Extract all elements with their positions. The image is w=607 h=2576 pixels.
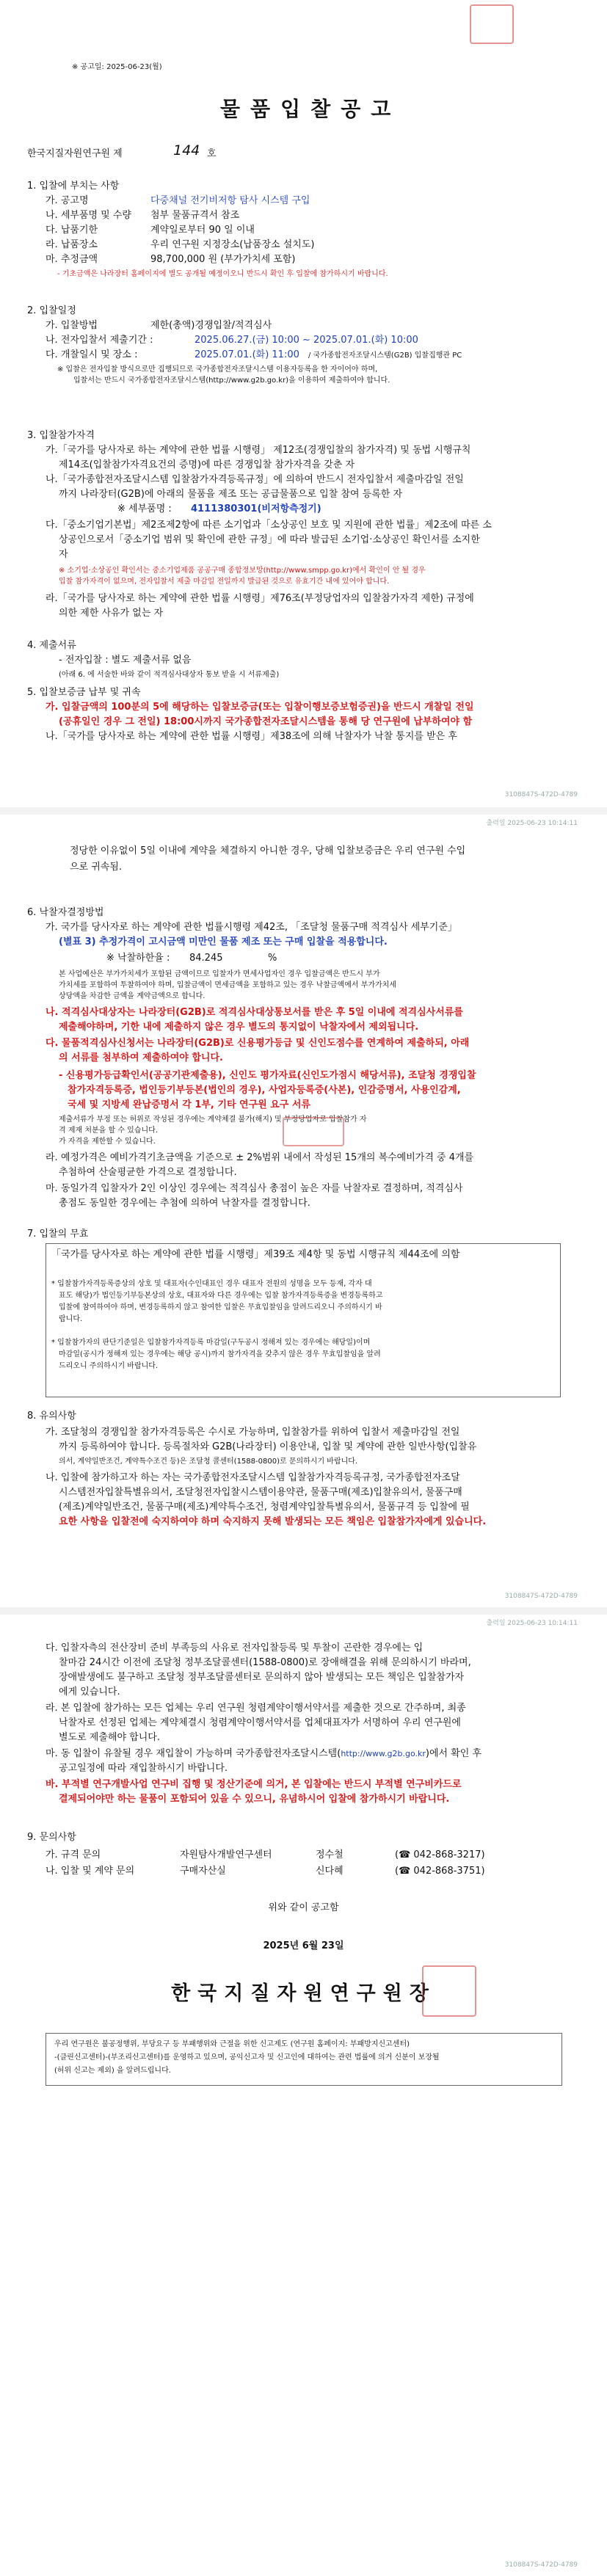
official-seal: [422, 1965, 476, 2017]
s1-a-value: 다중채널 전기비저항 탐사 시스템 구입: [150, 195, 310, 206]
closing-line: 위와 같이 공고함: [268, 1902, 339, 1913]
p2-cont-1: 정당한 이유없이 5일 이내에 계약을 체결하지 아니한 경우, 당해 입찰보증금은 우리 연구원 수입: [70, 845, 466, 856]
notice-number-suffix: 호: [207, 148, 217, 159]
inquiry-2-name: 신다혜: [316, 1866, 344, 1877]
s6-c-line-2: 의 서류를 첨부하여 제출하여야 합니다.: [59, 1052, 223, 1063]
page-2-footer: 3108847S-472D-4789: [504, 1593, 578, 1600]
s3-b-line-2: 까지 나라장터(G2B)에 아래의 물품을 제조 또는 공급물품으로 입찰 참여 등록한 자: [59, 489, 403, 500]
s7-note-5: * 입찰참가자의 판단기준일은 입찰참가자격등록 마감일(구두공시 정해져 있는 경우에는 해당일)이며: [51, 1339, 371, 1347]
s2-b-value: 2025.06.27.(금) 10:00 ~ 2025.07.01.(화) 10:00: [195, 335, 418, 346]
s3-a-line-1: 가.「국가를 당사자로 하는 계약에 관한 법률 시행령」 제12조(경쟁입찰의 참가자격) 및 동법 시행규칙: [46, 445, 471, 456]
s6-c-docs-3: 국세 및 지방세 완납증명서 각 1부, 기타 연구원 요구 서류: [68, 1099, 310, 1110]
s1-c-label: 다. 납품기한: [46, 225, 98, 236]
s8-f-line-2: 결제되어야만 하는 물품이 포함되어 있을 수 있으니, 유념하시어 입찰에 참가하시기 바랍니다.: [59, 1794, 450, 1805]
s8-e-text: 마. 동 입찰이 유찰될 경우 재입찰이 가능하며 국가종합전자조달시스템(: [46, 1748, 341, 1759]
s3-c-note-2: 입찰 참가자격이 없으며, 전자입찰서 제출 마감일 전일까지 발급된 것으로 유효기간 내에 있어야 합니다.: [59, 578, 390, 586]
page-2: [0, 815, 607, 1607]
section-8-heading: 8. 유의사항: [27, 1411, 76, 1422]
s6-e-line-2: 총점도 동일한 경우에는 추첨에 의하여 낙찰자를 결정합니다.: [59, 1198, 310, 1209]
s7-note-2: 표도 해당)가 법인등기부등본상의 상호, 대표자와 다른 경우에는 입찰 참가자격등록증을 변경등록하고: [59, 1292, 383, 1300]
g2b-link[interactable]: http://www.g2b.go.kr: [341, 1749, 426, 1758]
page-3-header: 출력일 2025-06-23 10:14:11: [486, 1620, 578, 1627]
s6-rate-unit: %: [268, 953, 277, 964]
section-5-heading: 5. 입찰보증금 납부 및 귀속: [27, 687, 141, 698]
s1-e-label: 마. 추정금액: [46, 254, 98, 265]
notice-number-label: 한국지질자원연구원 제: [27, 148, 123, 159]
s6-c-note-2: 격 제재 처분을 할 수 있습니다.: [59, 1127, 158, 1135]
s5-b-line-1: 나.「국가를 당사자로 하는 계약에 관한 법률 시행령」제38조에 의해 낙찰자가 낙찰 통지를 받은 후: [46, 731, 457, 742]
s3-a-line-2: 제14조(입찰참가자격요건의 증명)에 따른 경쟁입찰 참가자격을 갖춘 자: [59, 459, 355, 470]
s6-a-note-1: 본 사업예산은 부가가치세가 포함된 금액이므로 입찰자가 면세사업자인 경우 입찰금액은 반드시 부가: [59, 970, 380, 978]
s6-c-note-3: 가 자격을 제한할 수 있습니다.: [59, 1138, 156, 1146]
page-3-footer: 3108847S-472D-4789: [504, 2561, 578, 2569]
s2-note-1: ※ 입찰은 전자입찰 방식으로만 집행되므로 국가종합전자조달시스템 이용자등록을 한 자이어야 하며,: [57, 365, 378, 374]
s6-b-line-2: 제출해야하며, 기한 내에 제출하지 않은 경우 별도의 통지없이 낙찰자에서 제외됩니다.: [59, 1022, 419, 1033]
s3-b-item-value: 4111380301(비저항측정기): [191, 503, 321, 514]
inquiry-1-tel: (☎ 042-868-3217): [395, 1849, 485, 1860]
s8-b-line-3: (제조)계약일반조건, 물품구매(제조)계약특수조건, 청렴계약입찰특별유의서, 물품규격 등 입찰에 필: [59, 1502, 470, 1513]
s7-note-1: * 입찰참가자격등록증상의 상호 및 대표자(수인대표인 경우 대표자 전원의 성명을 모두 등재, 각자 대: [51, 1280, 372, 1288]
s1-a-label: 가. 공고명: [46, 195, 89, 206]
section-6-heading: 6. 낙찰자결정방법: [27, 907, 104, 918]
s8-d-line-3: 별도로 제출해야 합니다.: [59, 1732, 160, 1743]
s3-c-line-1: 다.「중소기업기본법」제2조제2항에 따른 소기업과「소상공인 보호 및 지원에 관한 법률」제2조에 따른 소: [46, 520, 492, 531]
s7-note-4: 랍니다.: [59, 1315, 83, 1323]
s1-b-value: 첨부 물품규격서 참조: [150, 210, 240, 221]
s8-b-line-1: 나. 입찰에 참가하고자 하는 자는 국가종합전자조달시스템 입찰참가자격등록규정, 국가종합전자조달: [46, 1472, 460, 1483]
s1-d-value: 우리 연구원 지정장소(납품장소 설치도): [150, 239, 315, 250]
s3-c-line-2: 상공인으로서「중소기업 범위 및 확인에 관한 규정」에 따라 발급된 소기업·소상공인 확인서를 소지한: [59, 534, 480, 545]
section-7-heading: 7. 입찰의 무효: [27, 1229, 89, 1240]
section-4-heading: 4. 제출서류: [27, 640, 76, 651]
s8-e-line-1: [46, 1747, 481, 1761]
s6-rate-value: 84.245: [189, 953, 223, 964]
s6-c-docs-2: 참가자격등록증, 법인등기부등본(법인의 경우), 사업자등록증(사본), 인감증명서, 사용인감계,: [68, 1085, 461, 1096]
s6-a-line-1: 가. 국가를 당사자로 하는 계약에 관한 법률시행령 제42조, 「조달청 물품구매 적격심사 세부기준」: [46, 922, 457, 933]
s1-d-label: 라. 납품장소: [46, 239, 98, 250]
page-2-header: 출력일 2025-06-23 10:14:11: [486, 820, 578, 827]
box-line-1: 우리 연구원은 불공정행위, 부당요구 등 부패행위와 근절을 위한 신고제도 (연구원 홈페이지: 부패방지신고센터): [54, 2040, 410, 2048]
s8-d-line-2: 낙찰자로 선정된 업체는 계약체결시 청렴계약이행서약서를 업체대표자가 서명하여 우리 연구원에: [59, 1717, 461, 1728]
s7-note-6: 마감일(공시가 정해져 있는 경우에는 해당 공시)까지 참가자격을 갖추지 않은 경우 무효입찰임을 알려: [59, 1350, 381, 1358]
section-2-heading: 2. 입찰일정: [27, 305, 76, 316]
s6-d-line-2: 추첨하여 산술평균한 가격으로 결정합니다.: [59, 1167, 237, 1178]
s6-b-line-1: 나. 적격심사대상자는 나라장터(G2B)로 적격심사대상통보서를 받은 후 5일 이내에 적격심사서류를: [46, 1007, 463, 1018]
notice-date-footer: 2025년 6월 23일: [263, 1940, 344, 1951]
notice-date: ※ 공고일: 2025-06-23(월): [72, 63, 162, 71]
s3-b-item-label: ※ 세부품명 :: [117, 503, 172, 514]
s4-line-1: - 전자입찰 : 별도 제출서류 없음: [59, 655, 192, 666]
section-1-heading: 1. 입찰에 부치는 사항: [27, 181, 120, 192]
inquiry-1-name: 정수철: [316, 1849, 344, 1860]
inquiry-2-label: 나. 입찰 및 계약 문의: [46, 1866, 135, 1877]
notice-number: 144: [173, 142, 200, 159]
s8-a-line-1: 가. 조달청의 경쟁입찰 참가자격등록은 수시로 가능하며, 입찰참가를 위하여 입찰서 제출마감일 전일: [46, 1427, 460, 1438]
s8-a-line-2: 까지 등록하여야 합니다. 등록절차와 G2B(나라장터) 이용안내, 입찰 및 계약에 관한 일반사항(입찰유: [59, 1441, 477, 1452]
box-line-3: (허위 신고는 제외) 을 알려드립니다.: [54, 2067, 171, 2075]
approval-stamp: [470, 4, 514, 44]
p2-cont-2: 으로 귀속됨.: [70, 862, 123, 873]
s1-e-value: 98,700,000 원 (부가가치세 포함): [150, 254, 296, 265]
page-3: [0, 1615, 607, 2576]
s8-c-line-3: 장애발생에도 불구하고 조달청 정부조달콜센터로 문의하지 않아 발생되는 모든 책임은 입찰참가자: [59, 1672, 465, 1683]
s1-c-value: 계약일로부터 90 일 이내: [150, 225, 255, 236]
s3-d-line-2: 의한 제한 사유가 없는 자: [59, 608, 164, 619]
inquiry-2-dept: 구매자산실: [180, 1866, 226, 1877]
s6-a-note-3: 상당액을 차감한 금액을 계약금액으로 합니다.: [59, 992, 206, 1000]
s3-b-line-1: 나.「국가종합전자조달시스템 입찰참가자격등록규정」에 의하여 반드시 전자입찰서 제출마감일 전일: [46, 474, 464, 485]
s4-line-2: (아래 6. 에 서술한 바와 같이 적격심사대상자 통보 받을 시 서류제출): [59, 671, 280, 679]
page-1: [0, 0, 607, 807]
s6-a-line-2: (별표 3) 추정가격이 고시금액 미만인 물품 제조 또는 구매 입찰을 적용합니다.: [59, 936, 388, 947]
s7-box: [46, 1243, 561, 1397]
s3-c-note-1: ※ 소기업·소상공인 확인서는 중소기업제품 공공구매 종합정보망(http://www.smpp.go.kr)에서 확인이 안 될 경우: [59, 567, 426, 575]
s2-c-place: / 국가종합전자조달시스템(G2B) 입찰집행관 PC: [308, 352, 462, 360]
s1-red-note: - 기초금액은 나라장터 홈페이지에 별도 공개될 예정이오니 반드시 확인 후 입찰에 참가하시기 바랍니다.: [57, 270, 388, 278]
inquiry-1-label: 가. 규격 문의: [46, 1849, 101, 1860]
s6-c-note-1: 제출서류가 부정 또는 허위로 작성된 경우에는 계약체결 불가(해지) 및 부정당업자로 입찰참가 자: [59, 1116, 367, 1124]
s7-line-1: 「국가를 당사자로 하는 계약에 관한 법률 시행령」제39조 제4항 및 동법 시행규칙 제44조에 의함: [51, 1249, 460, 1260]
s6-c-line-1: 다. 물품적격심사신청서는 나라장터(G2B)로 신용평가등급 및 신인도점수를 연계하여 제출하되, 아래: [46, 1038, 470, 1049]
issuer-name: 한국지질자원연구원장: [171, 1982, 436, 2005]
inquiry-1-dept: 자원탐사개발연구센터: [180, 1849, 272, 1860]
s6-a-note-2: 가치세를 포함하여 투찰하여야 하며, 입찰금액이 면세금액을 포함하고 있는 경우 낙찰금액에서 부가가치세: [59, 981, 397, 989]
s5-a-line-2: (공휴일인 경우 그 전일) 18:00시까지 국가종합전자조달시스템을 통해 당 연구원에 납부하여야 함: [59, 716, 473, 727]
s5-a-line-1: 가. 입찰금액의 100분의 5에 해당하는 입찰보증금(또는 입찰이행보증보험증권)을 반드시 개찰일 전일: [46, 702, 474, 713]
s6-c-docs-1: - 신용평가등급확인서(공공기관제출용), 신인도 평가자료(신인도가점시 해당서류), 조달청 경쟁입찰: [59, 1070, 476, 1081]
seal-stamp: [283, 1117, 344, 1146]
s1-b-label: 나. 세부품명 및 수량: [46, 210, 131, 221]
s2-c-label: 다. 개찰일시 및 장소 :: [46, 349, 138, 360]
s3-d-line-1: 라.「국가를 당사자로 하는 계약에 관한 법률 시행령」제76조(부정당업자의 입찰참가자격 제한) 규정에: [46, 593, 474, 604]
s8-e-line-2: 공고일정에 따라 재입찰하시기 바랍니다.: [59, 1763, 228, 1774]
s8-a-line-3: 의서, 계약일반조건, 계약특수조건 등)은 조달청 콜센터(1588-0800)로 문의하시기 바랍니다.: [59, 1458, 358, 1466]
s7-note-7: 드리오니 주의하시기 바랍니다.: [59, 1362, 159, 1370]
s2-c-value: 2025.07.01.(화) 11:00: [195, 349, 299, 360]
s8-c-line-2: 찰마감 24시간 이전에 조달청 정부조달콜센터(1588-0800)로 장애해결을 위해 문의하시기 바라며,: [59, 1657, 471, 1668]
s8-f-line-1: 바. 부적별 연구개발사업 연구비 집행 및 정산기준에 의거, 본 입찰에는 반드시 부적별 연구비카드로: [46, 1779, 462, 1790]
s2-a-label: 가. 입찰방법: [46, 320, 98, 331]
s3-c-line-3: 자: [59, 549, 68, 560]
section-3-heading: 3. 입찰참가자격: [27, 430, 95, 441]
s2-b-label: 나. 전자입찰서 제출기간 :: [46, 335, 153, 346]
s8-b-line-4: [59, 1515, 486, 1529]
s8-c-line-4: 에게 있습니다.: [59, 1687, 120, 1698]
s8-d-line-1: 라. 본 입찰에 참가하는 모든 업체는 우리 연구원 청렴계약이행서약서를 제출한 것으로 간주하며, 최종: [46, 1703, 466, 1714]
inquiry-2-tel: (☎ 042-868-3751): [395, 1866, 485, 1877]
page-title: 물품입찰공고: [220, 97, 401, 121]
page-1-footer: 3108847S-472D-4789: [504, 791, 578, 798]
s2-a-value: 제한(총액)경쟁입찰/적격심사: [150, 320, 272, 331]
s6-e-line-1: 마. 동일가격 입찰자가 2인 이상인 경우에는 적격심사 총점이 높은 자를 낙찰자로 결정하며, 적격심사: [46, 1183, 463, 1194]
s6-d-line-1: 라. 예정가격은 예비가격기초금액을 기준으로 ± 2%범위 내에서 작성된 15개의 복수예비가격 중 4개를: [46, 1152, 474, 1163]
s8-e-text-end: )에서 확인 후: [425, 1748, 482, 1759]
s7-note-3: 입찰에 참여하여야 하며, 변경등록하지 않고 참여한 입찰은 무효입찰임을 알려드리오니 주의하시기 바: [59, 1303, 382, 1311]
s2-note-2: 입찰서는 반드시 국가종합전자조달시스템(http://www.g2b.go.kr)을 이용하여 제출하여야 합니다.: [73, 376, 390, 385]
s8-b-line-4-text: 요한 사항을 입찰전에 숙지하여야 하며 숙지하지 못해 발생되는 모든 책임은 입찰참가자에게 있습니다.: [59, 1516, 487, 1527]
s8-b-line-2: 시스템전자입찰특별유의서, 조달청전자입찰시스템이용약관, 물품구매(제조)입찰유의서, 물품구매: [59, 1487, 462, 1498]
s8-c-line-1: 다. 입찰자측의 전산장비 준비 부족등의 사유로 전자입찰등록 및 투찰이 곤란한 경우에는 입: [46, 1642, 424, 1653]
section-9-heading: 9. 문의사항: [27, 1832, 76, 1843]
box-line-2: -(클린신고센터)-(부조리신고센터)를 운영하고 있으며, 공익신고자 및 신고인에 대하여는 관련 법률에 의거 신분이 보장될: [54, 2053, 440, 2062]
s6-rate-label: ※ 낙찰하한율 :: [106, 953, 170, 964]
